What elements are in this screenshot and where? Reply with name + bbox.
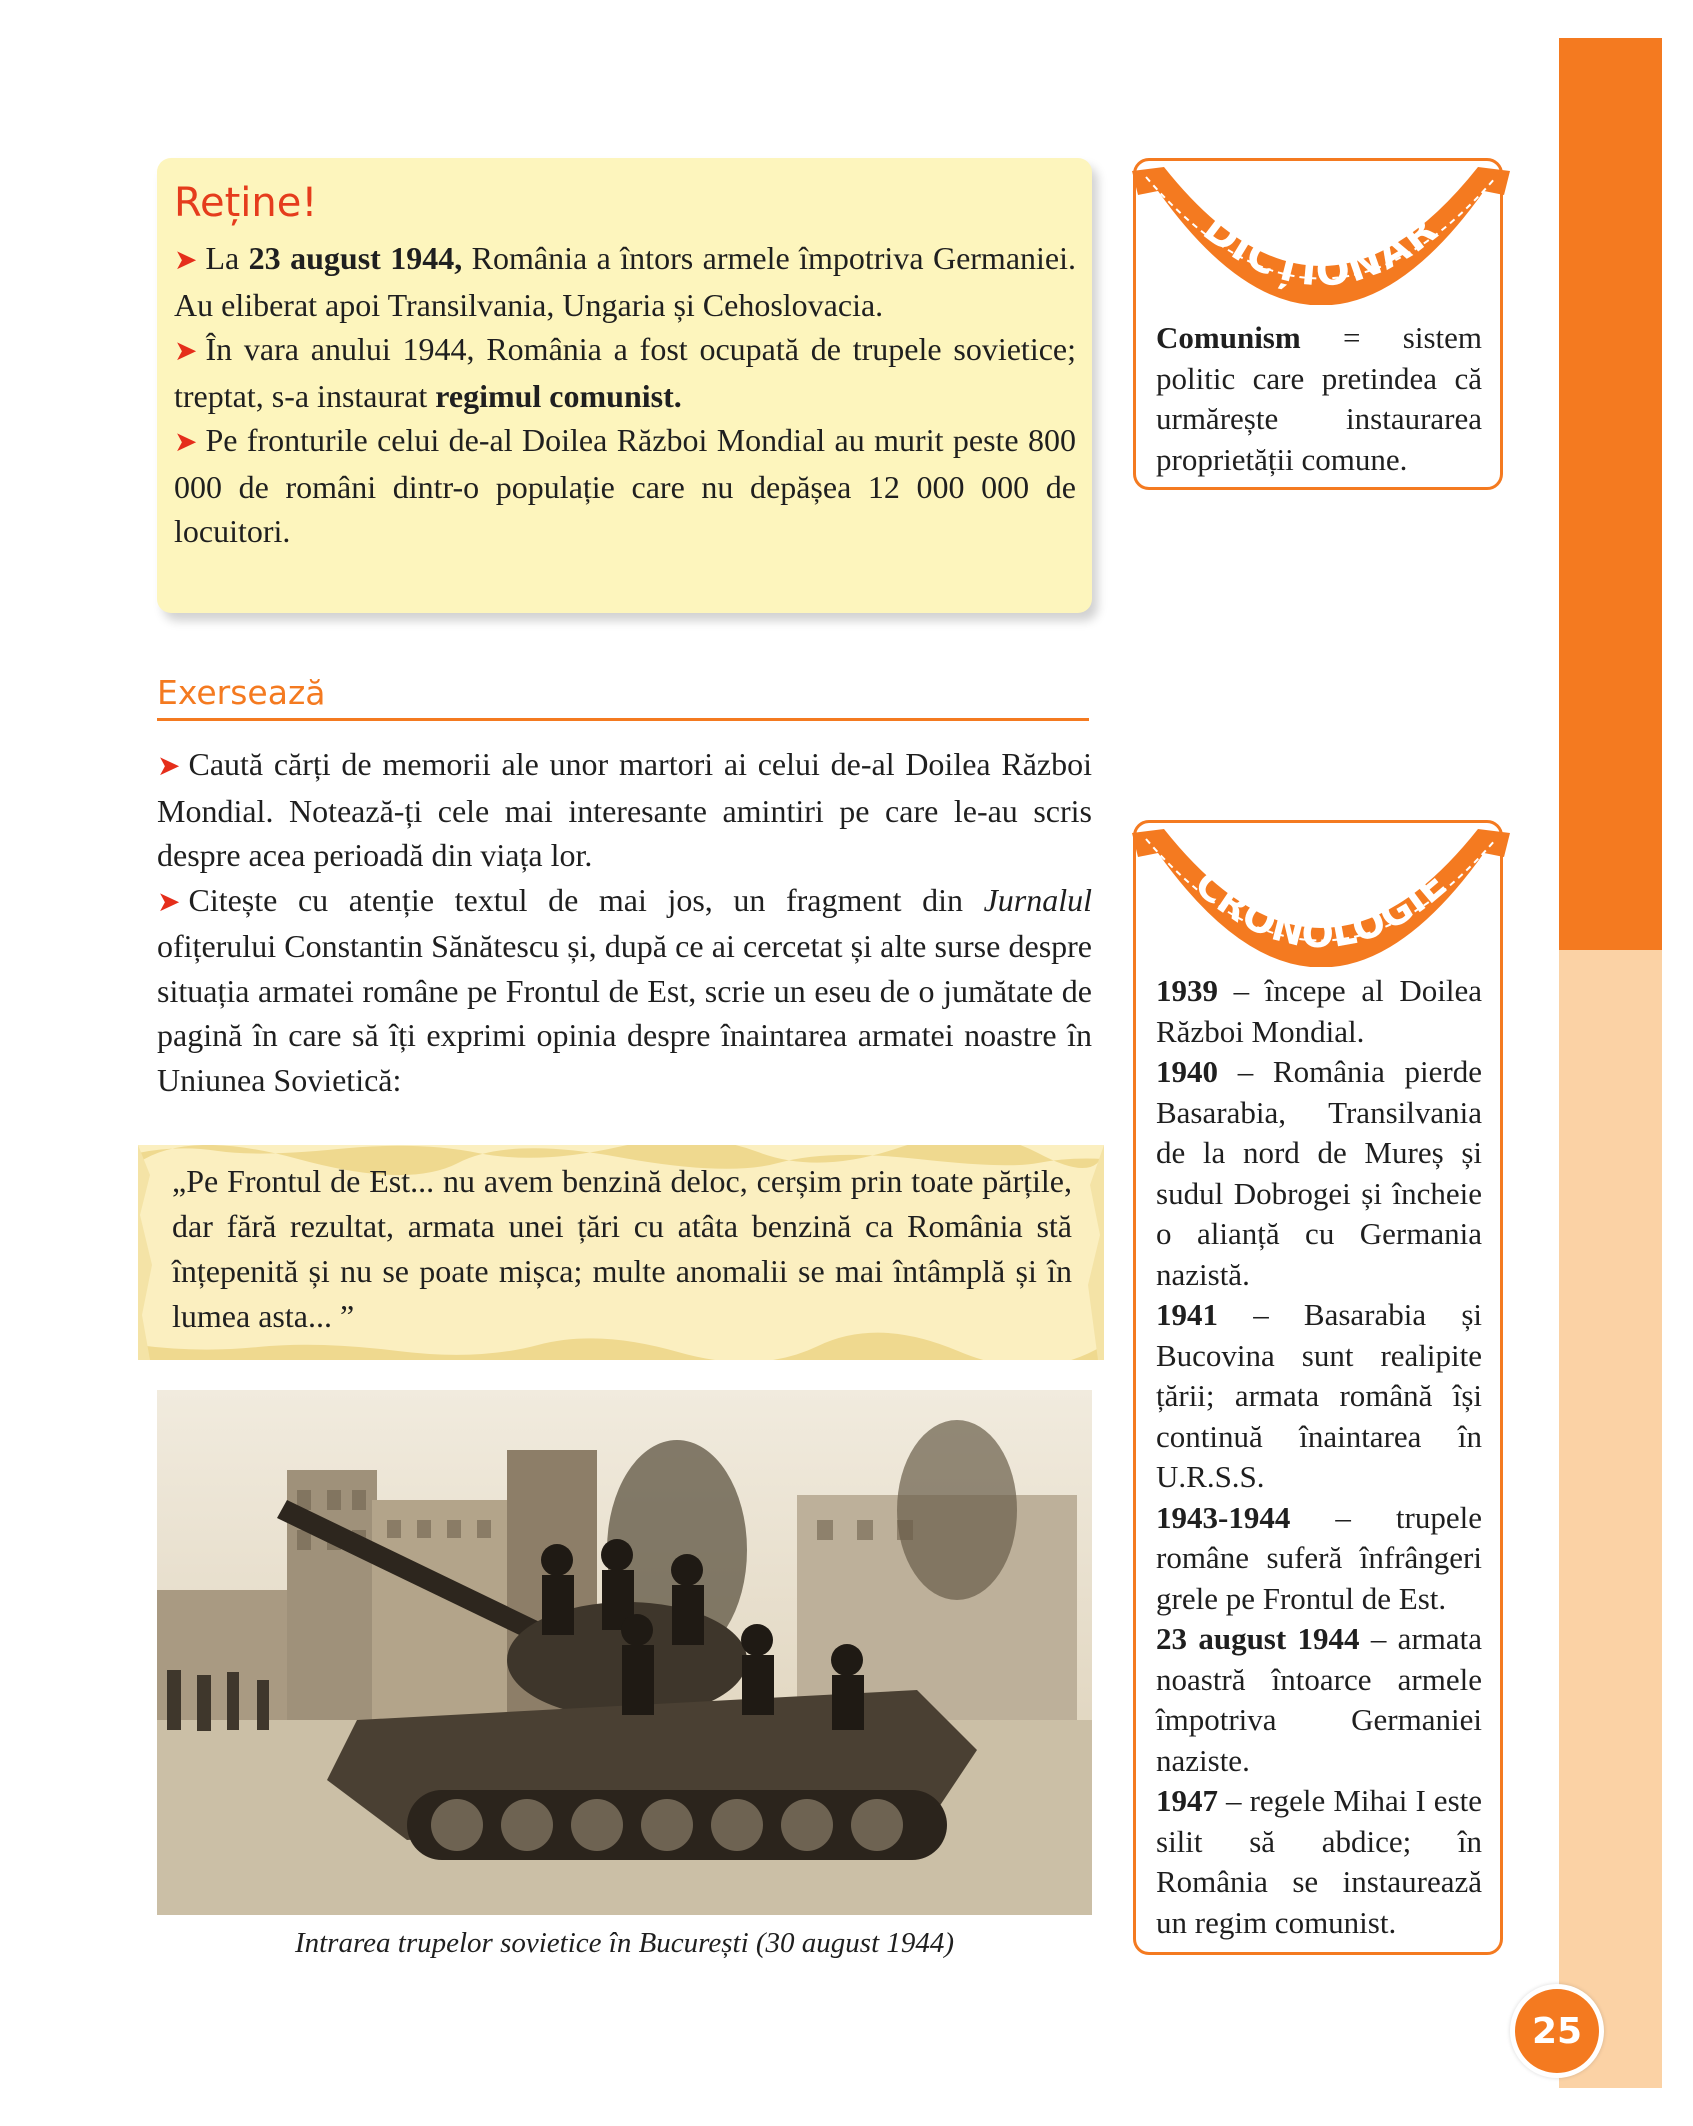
arrow-bullet-icon: ➤ [174, 425, 198, 458]
dictionar-banner [1124, 155, 1518, 305]
dictionar-banner-text: DICȚIONAR [1194, 205, 1448, 297]
retine-item-1: ➤ La 23 august 1944, România a întors armele împotriva Germaniei. Au eliberat apoi Transilvania, Ungaria și Cehoslovacia. [174, 240, 1076, 323]
cronologie-box [1133, 820, 1503, 1955]
cronologie-list [1156, 971, 1482, 1943]
arrow-bullet-icon: ➤ [157, 749, 181, 782]
exerseaza-heading: Exersează [157, 672, 1089, 721]
exerseaza-item-2: ➤ Citește cu atenție textul de mai jos, un fragment din Jurnalul ofițerului Constantin Sănătescu și, după ce ai cercetat și alte surse despre situația armatei române pe Frontul de Est, scrie un eseu de o jumătate de pagină în care să îți exprimi opinia despre înaintarea armatei noastre în Uniunea Sovietică: [157, 881, 1092, 1098]
side-bar-accent [1559, 38, 1662, 950]
photo-caption: Intrarea trupelor sovietice în București (30 august 1944) [294, 1927, 955, 1959]
svg-text:DICȚIONAR [1195, 205, 1448, 296]
quote-inner [172, 1159, 1072, 1339]
svg-text:CRONOLOGIE [1186, 861, 1455, 956]
cronologie-banner [1124, 817, 1518, 967]
dictionar-text [1156, 318, 1482, 480]
historic-tank-photo [157, 1390, 1092, 1915]
dictionar-box [1133, 158, 1503, 490]
arrow-bullet-icon: ➤ [174, 243, 198, 276]
dictionar-definition: = sistem politic care pretindea că urmărește instaurarea proprietății comune. [1156, 320, 1482, 477]
cronologie-banner-text: CRONOLOGIE [1186, 861, 1456, 957]
retine-text [174, 236, 1076, 554]
retine-item-3: ➤ Pe fronturile celui de-al Doilea Război Mondial au murit peste 800 000 de români dintr-o populație care nu depășea 12 000 000 de locuitori. [174, 422, 1076, 549]
quote-box [138, 1145, 1104, 1360]
page-number: 25 [1510, 1984, 1604, 2078]
dictionar-term: Comunism [1156, 320, 1301, 355]
cronologie-entry: 1943-1944 – trupele române suferă înfrângeri grele pe Frontul de Est. [1156, 1499, 1482, 1616]
side-bar-light [1559, 950, 1662, 2088]
retine-item-2: ➤ În vara anului 1944, România a fost ocupată de trupele sovietice; treptat, s-a instaurat regimul comunist. [174, 331, 1076, 414]
quote-text: „Pe Frontul de Est... nu avem benzină deloc, cerșim prin toate părțile, dar fără rezultat, armata unei țări cu atâta benzină ca România stă înțepenită și nu se poate mișca; multe anomalii se mai întâmplă și în lumea asta... ” [172, 1163, 1072, 1334]
cronologie-entry: 1947 – regele Mihai I este silit să abdice; în România se instaurează un regim comunist. [1156, 1783, 1482, 1940]
cronologie-entry: 1939 – începe al Doilea Război Mondial. [1156, 973, 1482, 1049]
retine-box [157, 158, 1092, 613]
arrow-bullet-icon: ➤ [157, 884, 181, 918]
cronologie-entry: 1941 – Basarabia și Bucovina sunt realipite țării; armata română își continuă înaintarea în U.R.S.S. [1156, 1297, 1482, 1494]
retine-title: Reține! [174, 180, 318, 226]
exerseaza-text [157, 742, 1092, 1102]
exerseaza-item-1: ➤ Caută cărți de memorii ale unor martori ai celui de-al Doilea Război Mondial. Notează-ți cele mai interesante amintiri pe care le-au scris despre acea perioadă din viața lor. [157, 746, 1092, 873]
arrow-bullet-icon: ➤ [174, 334, 198, 367]
cronologie-entry: 1940 – România pierde Basarabia, Transilvania de la nord de Mureș și sudul Dobrogei și încheie o alianță cu Germania nazistă. [1156, 1054, 1482, 1292]
cronologie-entry: 23 august 1944 – armata noastră întoarce armele împotriva Germaniei naziste. [1156, 1621, 1483, 1778]
